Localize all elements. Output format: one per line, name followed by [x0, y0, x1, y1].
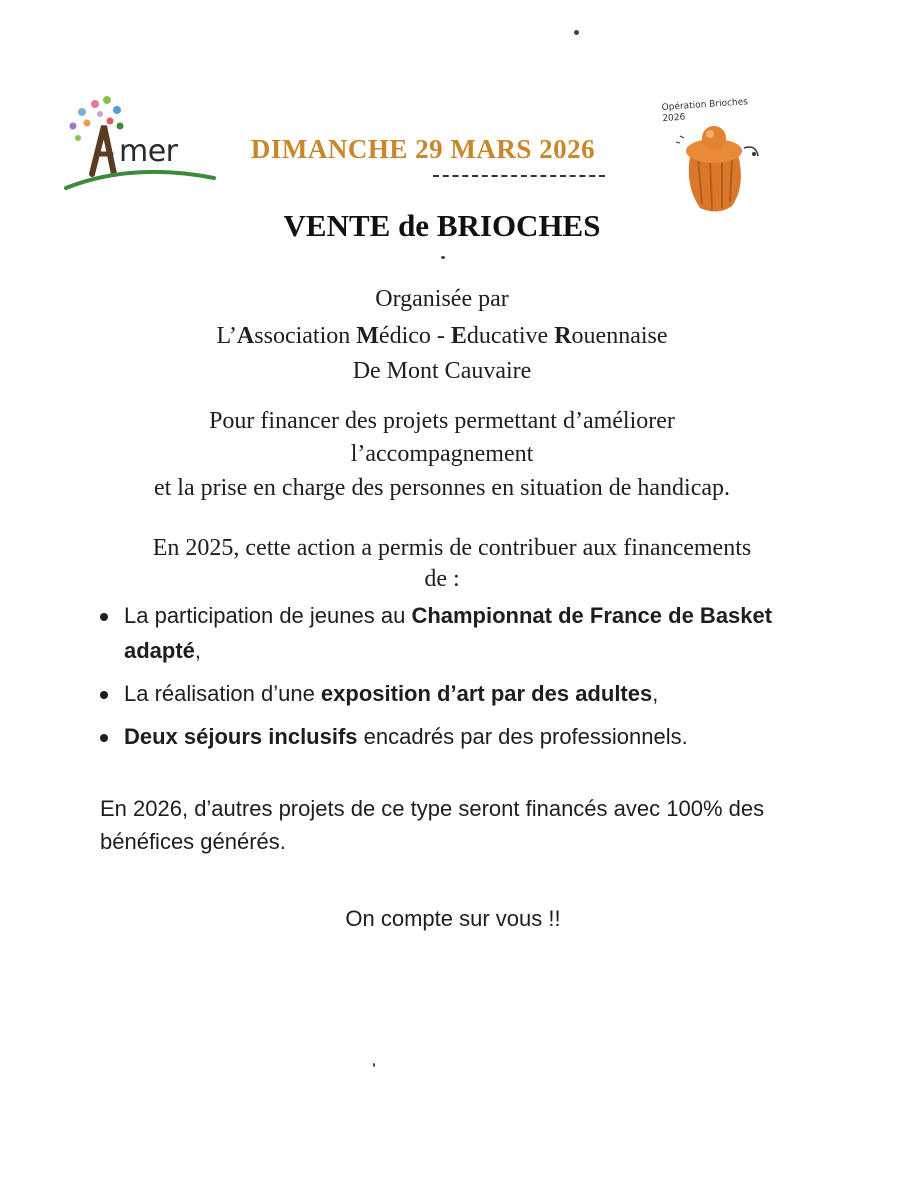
brioche-logo: [650, 96, 770, 216]
event-date: DIMANCHE 29 MARS 2026: [250, 134, 596, 164]
list-item: Deux séjours inclusifs encadrés par des professionnels.: [100, 719, 800, 754]
scan-speck: [373, 1063, 375, 1067]
list-item: La réalisation d’une exposition d’art par des adultes,: [100, 676, 800, 711]
page-title: VENTE de BRIOCHES: [283, 208, 601, 243]
closing-text: On compte sur vous !!: [345, 906, 561, 931]
scan-speck: [441, 256, 445, 259]
logo-wordmark: mer: [119, 134, 178, 169]
results-list: [100, 598, 800, 762]
date-underline: [433, 175, 605, 177]
organizer-intro: Organisée par: [375, 286, 509, 312]
scan-speck: [574, 30, 579, 35]
future-projects-text: En 2026, d’autres projets de ce type seront financés avec 100% des bénéfices générés.: [100, 796, 765, 854]
purpose-line-2: l’accompagnement: [350, 441, 534, 467]
organizer-location: De Mont Cauvaire: [352, 358, 532, 384]
organizer-name: L’Association Médico - Educative Rouennaise: [216, 323, 668, 349]
brioche-logo-caption: Opération Brioches 2026: [661, 97, 749, 125]
purpose-line-1: Pour financer des projets permettant d’améliorer: [209, 408, 675, 434]
results-intro-line-1: En 2025, cette action a permis de contribuer aux financements: [152, 535, 752, 561]
list-item: La participation de jeunes au Championnat de France de Basket adapté,: [100, 598, 800, 668]
purpose-line-3: et la prise en charge des personnes en situation de handicap.: [153, 475, 731, 501]
results-intro-line-2: de :: [424, 566, 460, 592]
